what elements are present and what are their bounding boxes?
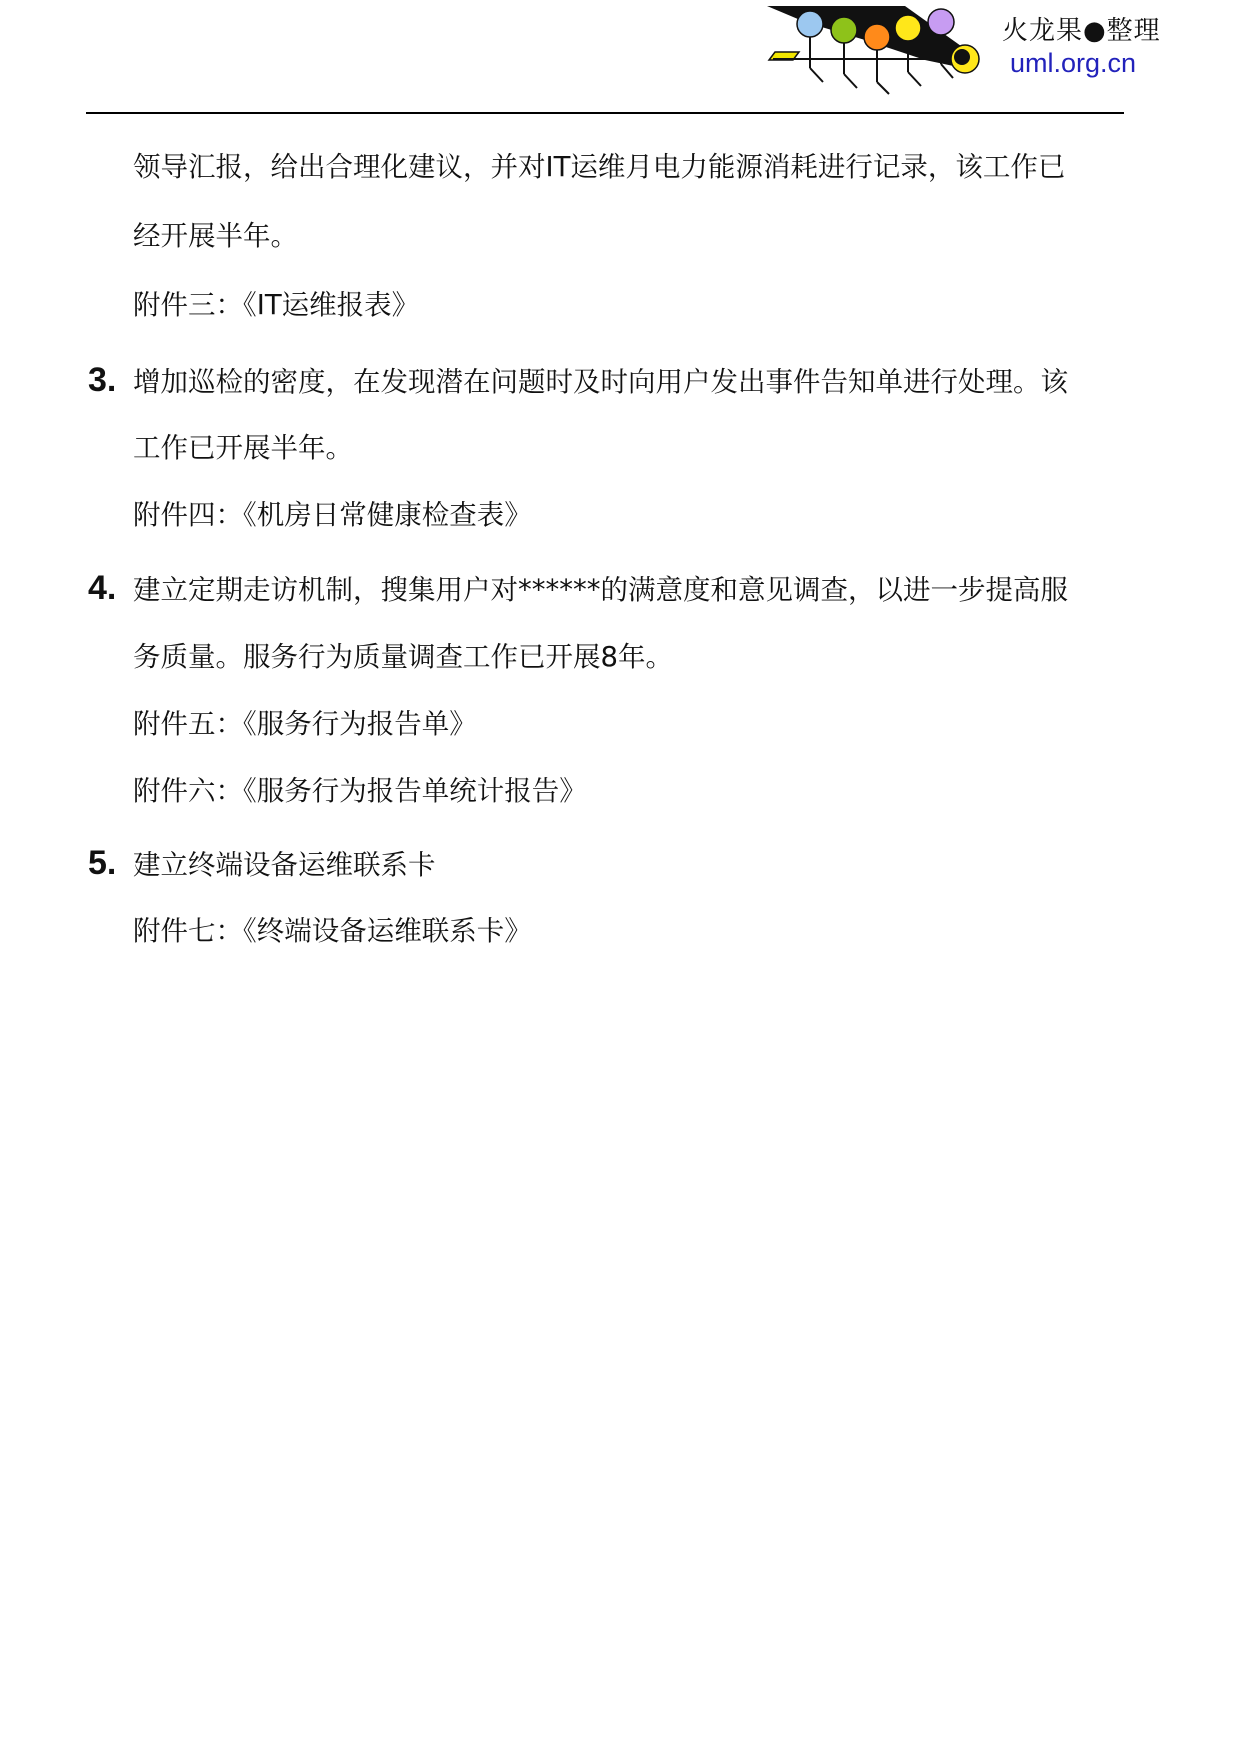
list-item-line: 工作已开展半年。 xyxy=(133,432,353,464)
paragraph-line: 经开展半年。 xyxy=(133,220,298,252)
list-item-line: 建立终端设备运维联系卡 xyxy=(133,849,436,881)
paragraph-line: 领导汇报，给出合理化建议，并对IT运维月电力能源消耗进行记录，该工作已 xyxy=(133,151,1066,183)
attachment-line: 附件六：《服务行为报告单统计报告》 xyxy=(133,775,587,807)
header-url: uml.org.cn xyxy=(1010,48,1137,78)
list-number: 5. xyxy=(88,844,117,882)
list-number: 3. xyxy=(88,361,117,399)
list-number: 4. xyxy=(88,569,117,607)
attachment-line: 附件七：《终端设备运维联系卡》 xyxy=(133,915,532,947)
list-item-line: 建立定期走访机制，搜集用户对******的满意度和意见调查，以进一步提高服 xyxy=(133,574,1068,606)
header-title: 火龙果●整理 xyxy=(1002,16,1161,46)
attachment-line: 附件三：《IT运维报表》 xyxy=(133,289,420,321)
attachment-line: 附件五：《服务行为报告单》 xyxy=(133,708,477,740)
attachment-line: 附件四：《机房日常健康检查表》 xyxy=(133,499,532,531)
list-item-line: 务质量。服务行为质量调查工作已开展8年。 xyxy=(133,641,673,673)
logo-icon xyxy=(765,2,995,97)
list-item-line: 增加巡检的密度，在发现潜在问题时及时向用户发出事件告知单进行处理。该 xyxy=(133,366,1068,398)
header-divider xyxy=(86,112,1124,114)
